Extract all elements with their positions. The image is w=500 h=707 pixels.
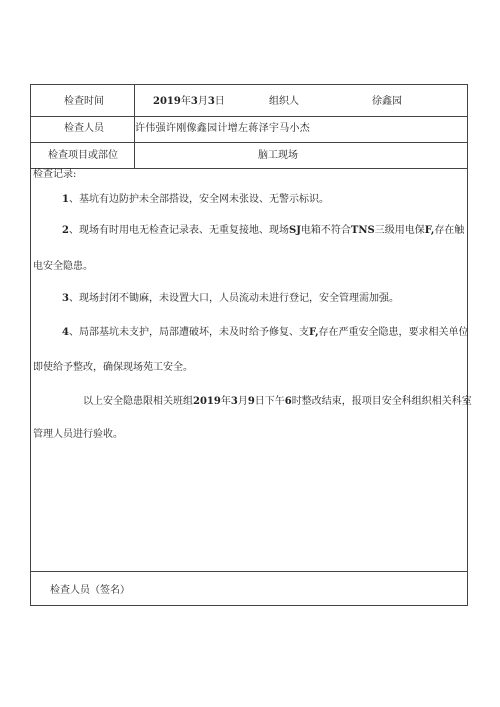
summary-text-e: 时整改结束，报项目安全科组织相关科室 (291, 396, 472, 407)
record-item-4-line-2: 即使给予整改，确保现场苑工安全。 (33, 362, 193, 373)
record-summary (83, 395, 500, 409)
item-2-tns: TNS (350, 225, 375, 236)
item-2-text-b: 电箱不符合 (300, 225, 351, 236)
inspection-area-label: 检查项目或部位 (48, 150, 118, 161)
inspectors-label: 检查人员 (64, 123, 104, 134)
item-3-text: 、现场封闭不锄麻，未设置大口，人员流动未进行登记，安全管理需加强。 (68, 293, 399, 304)
date-month-unit: 月 (197, 96, 208, 107)
summary-text-d: 日下午 (254, 396, 285, 407)
item-2-text-c: 三级用电保 (374, 225, 425, 236)
record-item-2 (62, 224, 494, 238)
summary-text-b: 年 (220, 396, 231, 407)
row-divider-2 (31, 142, 467, 143)
sign-divider (31, 571, 467, 572)
inspection-form (30, 84, 472, 606)
item-2-text-a: 、现场有时用电无检查记录表、无重复接地、现场 (68, 225, 289, 236)
summary-text-c: 月 (237, 396, 248, 407)
record-item-3 (62, 292, 494, 306)
item-4-f: F, (308, 327, 319, 338)
summary-day: 9 (247, 396, 255, 407)
record-summary-line-2: 管理人员进行验收。 (33, 429, 123, 440)
item-3-number: 3 (62, 293, 69, 304)
inspection-area-value: 脑工现场 (258, 150, 298, 161)
item-2-f: F, (424, 225, 435, 236)
inspection-date (153, 95, 225, 109)
item-4-number: 4 (62, 327, 69, 338)
item-2-number: 2 (62, 225, 69, 236)
item-4-text-a: 、局部基坑未支护，局部遭破坏，未及时给予修复、支 (68, 327, 309, 338)
item-1-number: 1 (62, 194, 69, 205)
summary-month: 3 (230, 396, 238, 407)
item-4-text-b: 存在严重安全隐患，要求相关单位 (318, 327, 469, 338)
signature-label: 检查人员（签名） (50, 585, 130, 596)
summary-hour: 6 (284, 396, 292, 407)
organizer-label: 组织人 (269, 96, 299, 107)
inspectors-value: 许伟强许刚像鑫园计增左蒋泽宇马小杰 (135, 123, 311, 134)
row-divider-1 (31, 116, 467, 117)
organizer-name: 徐鑫园 (372, 96, 402, 107)
summary-year: 2019 (193, 396, 221, 407)
date-day: 3 (207, 96, 215, 107)
item-1-text: 、基坑有边防护未全部搭设，安全网未张设、无警示标识。 (68, 194, 329, 205)
record-item-2-line-2: 电安全隐患。 (33, 261, 93, 272)
item-2-sj: SJ (288, 225, 301, 236)
inspection-time-label: 检查时间 (64, 96, 104, 107)
record-item-4 (62, 326, 494, 340)
date-day-unit: 日 (214, 96, 225, 107)
date-year-unit: 年 (180, 96, 191, 107)
record-item-1 (62, 193, 494, 207)
record-label: 检查记录: (33, 169, 77, 180)
date-month: 3 (190, 96, 198, 107)
summary-text-a: 以上安全隐患限相关班组 (83, 396, 193, 407)
item-2-text-d: 存在触 (434, 225, 465, 236)
date-year: 2019 (153, 96, 181, 107)
